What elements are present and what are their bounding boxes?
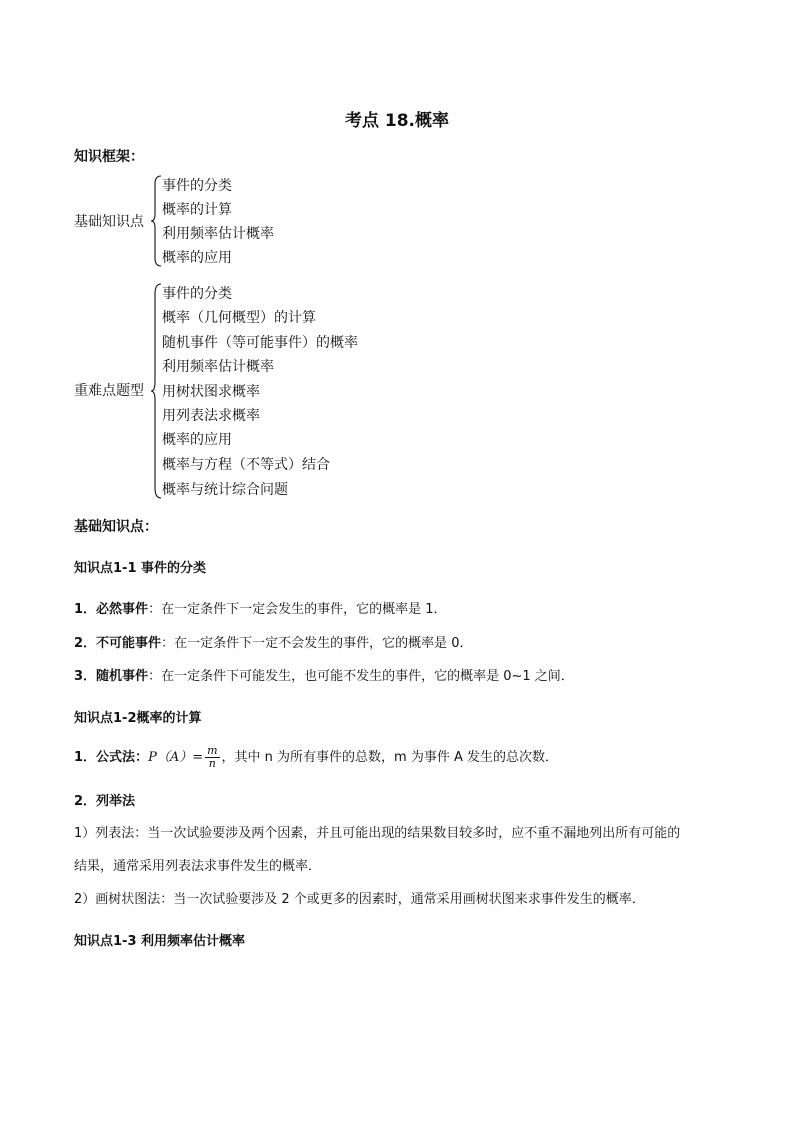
key-item: 事件的分类 (162, 286, 232, 302)
key-group-brace (150, 282, 162, 500)
kp1-heading: 知识点1-1 事件的分类 (74, 561, 207, 576)
item-text: ：在一定条件下一定会发生的事件，它的概率是 1． (148, 602, 447, 617)
key-item: 概率（几何概型）的计算 (162, 310, 316, 326)
framework-heading: 知识框架： (74, 149, 144, 165)
item-term: 公式法 (96, 750, 136, 765)
key-item: 概率与统计综合问题 (162, 482, 288, 498)
item-number: 1． (74, 750, 97, 765)
basic-group-brace (150, 174, 162, 268)
item-text: ：在一定条件下一定不会发生的事件，它的概率是 0． (161, 636, 473, 651)
key-item: 概率的应用 (162, 432, 232, 448)
kp3-heading: 知识点1-3 利用频率估计概率 (74, 934, 246, 949)
basic-item: 利用频率估计概率 (162, 226, 274, 242)
formula-lhs: P（A）= (148, 750, 204, 765)
basic-item: 概率的应用 (162, 250, 232, 266)
basics-heading: 基础知识点： (74, 519, 158, 535)
item-text: ：在一定条件下可能发生，也可能不发生的事件，它的概率是 0~1 之间． (148, 669, 574, 684)
key-item: 概率与方程（不等式）结合 (162, 457, 330, 473)
formula-text: ，其中 n 为所有事件的总数，m 为事件 A 发生的总次数． (221, 750, 559, 765)
fraction (205, 745, 219, 770)
basic-item: 概率的计算 (162, 202, 232, 218)
fraction-denominator: n (208, 757, 216, 770)
table-method-line-2: 结果，通常采用列表法求事件发生的概率． (74, 859, 322, 874)
item-number: 2． (74, 636, 97, 651)
fraction-numerator: m (207, 744, 218, 757)
page-title: 考点 18.概率 (344, 111, 450, 131)
basic-item: 事件的分类 (162, 178, 232, 194)
list-method-heading: 2．列举法 (74, 794, 136, 809)
item-colon: ： (135, 750, 149, 765)
item-term: 随机事件 (96, 669, 149, 684)
tree-method-line: 2）画树状图法：当一次试验要涉及 2 个或更多的因素时，通常采用画树状图来求事件发生的概率． (74, 892, 645, 907)
key-group-label: 重难点题型 (74, 383, 144, 399)
basic-group-label: 基础知识点 (74, 214, 144, 230)
item-term: 必然事件 (96, 602, 149, 617)
item-term: 不可能事件 (96, 636, 162, 651)
kp1-item-1 (74, 598, 446, 617)
kp2-formula-line (74, 745, 558, 770)
item-number: 1． (74, 602, 97, 617)
kp1-item-3 (74, 665, 574, 684)
key-item: 随机事件（等可能事件）的概率 (162, 335, 358, 351)
table-method-line-1: 1）列表法：当一次试验要涉及两个因素，并且可能出现的结果数目较多时，应不重不漏地列出所有可能的 (74, 826, 681, 841)
key-item: 用列表法求概率 (162, 408, 260, 424)
key-item: 利用频率估计概率 (162, 359, 274, 375)
kp1-item-2 (74, 632, 472, 651)
kp2-heading: 知识点1-2概率的计算 (74, 711, 202, 726)
key-item: 用树状图求概率 (162, 384, 260, 400)
item-number: 3． (74, 669, 97, 684)
